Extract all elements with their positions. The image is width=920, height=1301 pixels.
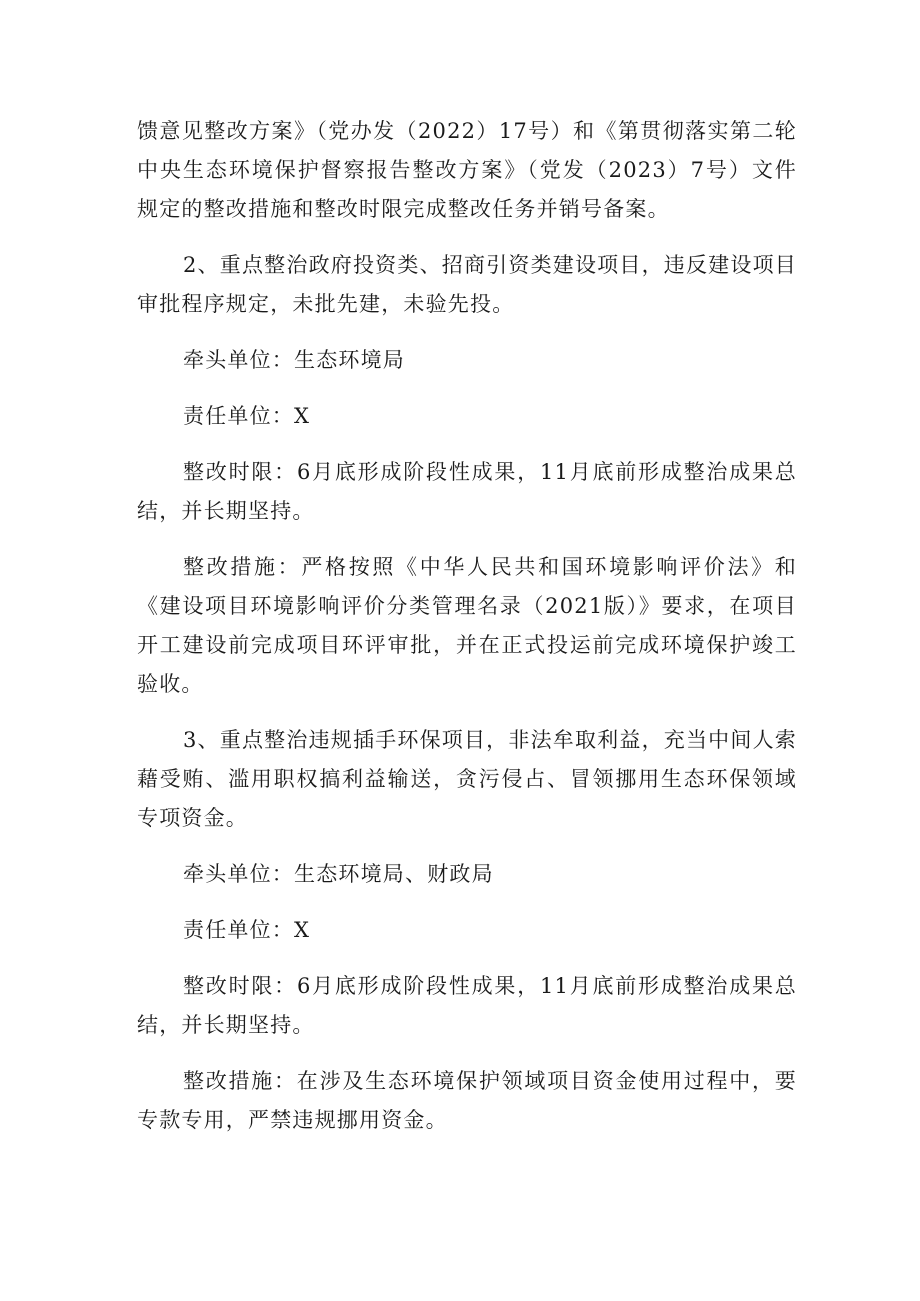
paragraph-item-2: 2、重点整治政府投资类、招商引资类建设项目，违反建设项目审批程序规定，未批先建，未验先投。	[137, 253, 797, 316]
paragraph-lead-unit: 牵头单位：生态环境局	[183, 348, 405, 372]
paragraph-lead-unit: 牵头单位：生态环境局、财政局	[183, 862, 494, 886]
paragraph-measures: 整改措施：在涉及生态环境保护领域项目资金使用过程中，要专款专用，严禁违规挪用资金。	[137, 1069, 797, 1132]
paragraph-deadline: 整改时限：6月底形成阶段性成果，11月底前形成整治成果总结，并长期坚持。	[137, 974, 797, 1037]
paragraph-continuation: 馈意见整改方案》（党办发（2022）17号）和《第贯彻落实第二轮中央生态环境保护督察报告整改方案》（党发（2023）7号）文件规定的整改措施和整改时限完成整改任务并销号备案。	[137, 119, 798, 221]
paragraph-responsible-unit: 责任单位：X	[183, 404, 311, 428]
document-body	[137, 112, 797, 1140]
paragraph-deadline: 整改时限：6月底形成阶段性成果，11月底前形成整治成果总结，并长期坚持。	[137, 460, 797, 523]
paragraph-responsible-unit: 责任单位：X	[183, 918, 311, 942]
paragraph-measures: 整改措施：严格按照《中华人民共和国环境影响评价法》和《建设项目环境影响评价分类管理名录（2021版）》要求，在项目开工建设前完成项目环评审批，并在正式投运前完成环境保护竣工验收。	[137, 555, 797, 696]
paragraph-item-3: 3、重点整治违规插手环保项目，非法牟取利益，充当中间人索藉受贿、滥用职权搞利益输送，贪污侵占、冒领挪用生态环保领域专项资金。	[137, 728, 797, 830]
